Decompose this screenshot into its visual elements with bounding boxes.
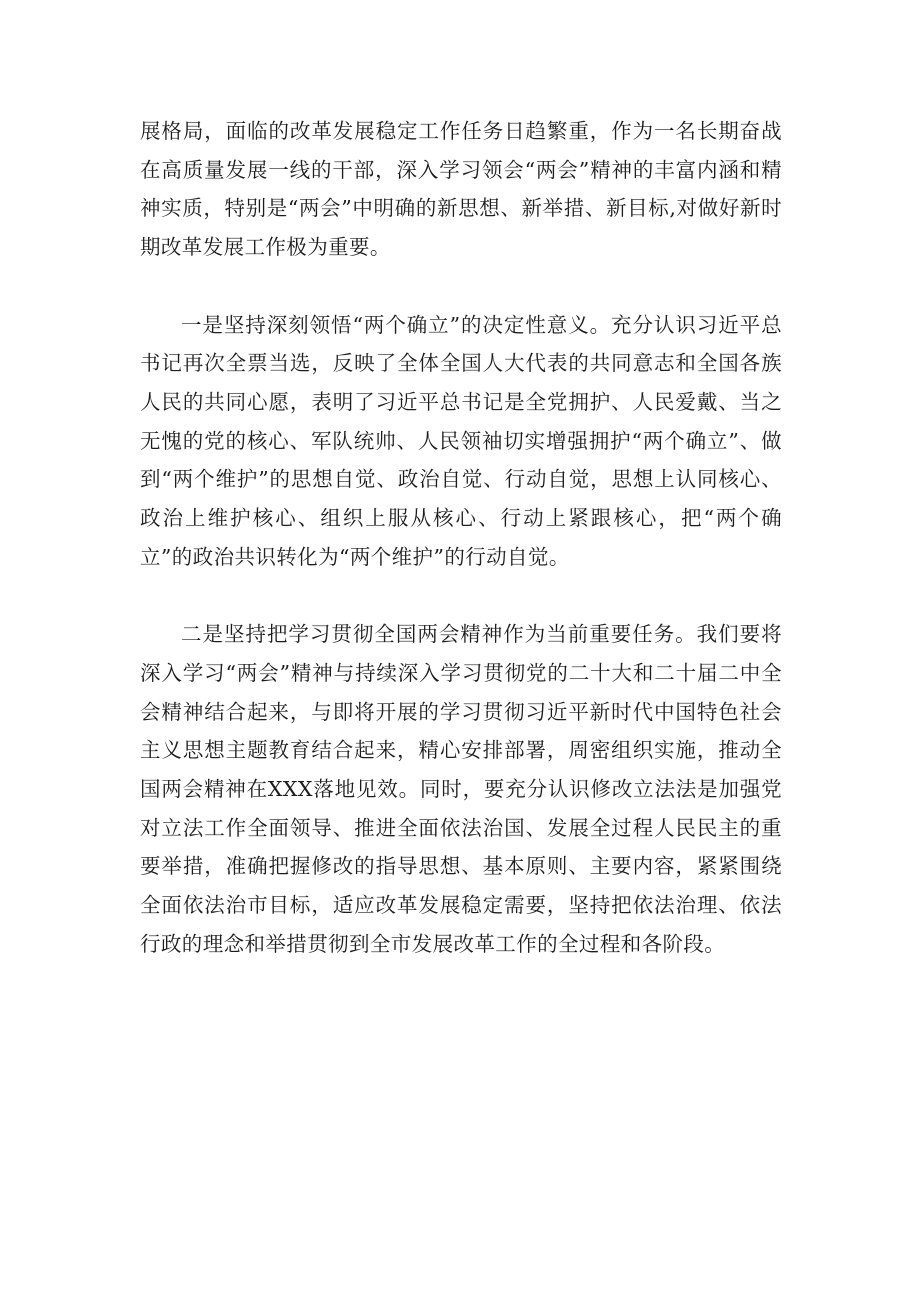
paragraph-point-one: 一是坚持深刻领悟“两个确立”的决定性意义。充分认识习近平总书记再次全票当选，反映了全体全国人大代表的共同意志和全国各族人民的共同心愿，表明了习近平总书记是全党拥护、人民爱戴、当之无愧的党的核心、军队统帅、人民领袖切实增强拥护“两个确立”、做到“两个维护”的思想自觉、政治自觉、行动自觉，思想上认同核心、政治上维护核心、组织上服从核心、行动上紧跟核心，把“两个确立”的政治共识转化为“两个维护”的行动自觉。: [140, 312, 782, 569]
document-body: [140, 112, 782, 963]
paragraph-point-two: 二是坚持把学习贯彻全国两会精神作为当前重要任务。我们要将深入学习“两会”精神与持续深入学习贯彻党的二十大和二十届二中全会精神结合起来，与即将开展的学习贯彻习近平新时代中国特色社会主义思想主题教育结合起来，精心安排部署，周密组织实施，推动全国两会精神在XXX落地见效。同时，要充分认识修改立法法是加强党对立法工作全面领导、推进全面依法治国、发展全过程人民民主的重要举措，准确把握修改的指导思想、基本原则、主要内容，紧紧围绕全面依法治市目标，适应改革发展稳定需要，坚持把依法治理、依法行政的理念和举措贯彻到全市发展改革工作的全过程和各阶段。: [140, 622, 782, 956]
paragraph-intro-continued: 展格局，面临的改革发展稳定工作任务日趋繁重，作为一名长期奋战在高质量发展一线的干部，深入学习领会“两会”精神的丰富内涵和精神实质，特别是“两会”中明确的新思想、新举措、新目标,对做好新时期改革发展工作极为重要。: [140, 119, 782, 260]
